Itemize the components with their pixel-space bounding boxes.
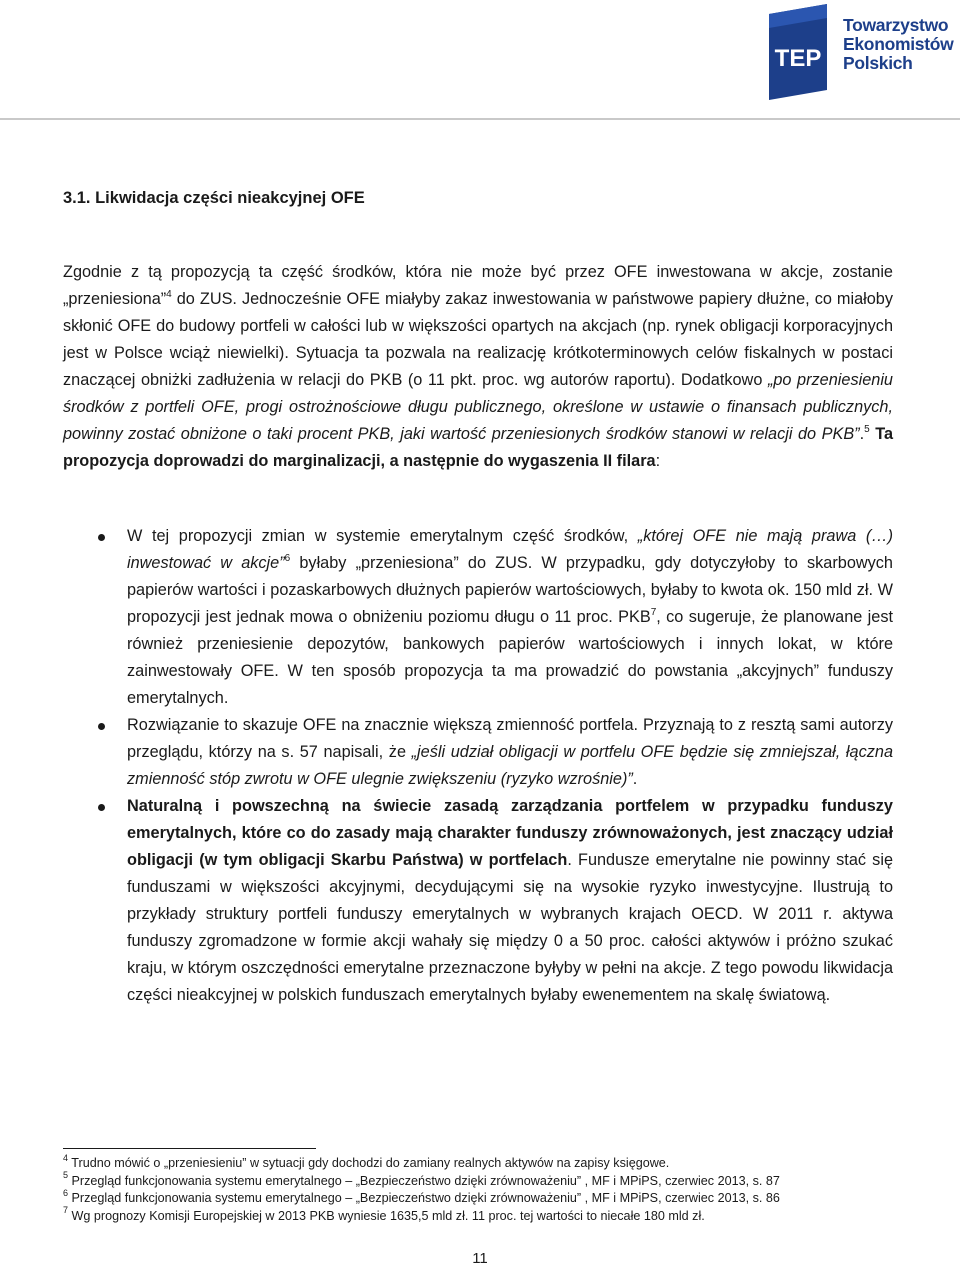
- bullet-icon: [98, 534, 105, 541]
- list-item-text: byłaby „przeniesiona” do ZUS. W przypadku, gdy dotyczyłoby to skarbowych papierów wartości i pozaskarbowych dłużnych papierów wartościowych, byłaby to kwota ok. 150 mld zł. W propozycji jest jednak mowa o obniżeniu poziomu długu o 11 proc. PKB: [127, 554, 893, 626]
- logo-abbr: TEP: [774, 45, 822, 72]
- quote-text: „której OFE nie mają prawa (…) inwestować w akcje”: [127, 527, 893, 572]
- footnote-text: Przegląd funkcjonowania systemu emerytalnego – „Bezpieczeństwo dzięki zrównoważeniu” , MF i MPiPS, czerwiec 2013, s. 87: [68, 1173, 780, 1188]
- header-divider: [0, 118, 960, 120]
- list-item: [63, 793, 893, 1009]
- footnote-text: Przegląd funkcjonowania systemu emerytalnego – „Bezpieczeństwo dzięki zrównoważeniu” , MF i MPiPS, czerwiec 2013, s. 86: [68, 1191, 780, 1205]
- bullet-icon: [98, 804, 105, 811]
- footnote-ref[interactable]: 7: [650, 606, 657, 618]
- paragraph-text: :: [655, 452, 661, 470]
- footnote: [63, 1187, 903, 1208]
- emphasis-text: Ta propozycja doprowadzi do marginalizacji, a następnie do wygaszenia II filara: [63, 425, 893, 470]
- bullet-list: [63, 523, 893, 1009]
- footnote-ref[interactable]: 4: [166, 288, 172, 300]
- footnotes: [63, 1152, 903, 1225]
- list-item-text: Rozwiązanie to skazuje OFE na znacznie większą zmienność portfela. Przyznają to z resztą sami autorzy przeglądu, którzy na s. 57 napisali, że: [127, 716, 893, 761]
- intro-paragraph: [63, 259, 893, 475]
- footnote-ref[interactable]: 5: [864, 423, 870, 435]
- logo-line-3: Polskich: [843, 53, 913, 73]
- section-title: 3.1. Likwidacja części nieakcyjnej OFE: [63, 189, 365, 207]
- footnote-number: 7: [63, 1205, 69, 1216]
- logo-wordmark: [843, 16, 955, 73]
- quote-text: „jeśli udział obligacji w portfelu OFE będzie się zmniejszał, łączna zmienność stóp zwrotu w OFE ulegnie zwiększeniu (ryzyko wzrośnie)”: [127, 743, 893, 788]
- logo-line-2: Ekonomistów: [843, 34, 954, 54]
- footnote: [63, 1205, 903, 1226]
- footnote-text: Trudno mówić o „przeniesieniu” w sytuacji gdy dochodzi do zamiany realnych aktywów na zapisy księgowe.: [68, 1156, 670, 1170]
- footnote-number: 5: [63, 1170, 69, 1181]
- bullet-icon: [98, 723, 105, 730]
- tep-logo-mark-icon: [763, 4, 833, 100]
- list-item: [63, 712, 893, 793]
- footnote-number: 4: [63, 1152, 69, 1163]
- list-item: [63, 523, 893, 712]
- footnote-ref[interactable]: 6: [284, 552, 291, 564]
- emphasis-text: Naturalną i powszechną na świecie zasadą zarządzania portfelem w przypadku funduszy emerytalnych, które co do zasady mają charakter funduszy zrównoważonych, jest znaczący udział obligacji (w tym obligacji Skarbu Państwa) w portfelach: [127, 797, 893, 869]
- page-header: [0, 0, 960, 120]
- paragraph-text: Zgodnie z tą propozycją ta część środków, która nie może być przez OFE inwestowana w akcje, zostanie „przeniesiona”: [63, 263, 893, 308]
- list-item-text: .: [632, 770, 638, 788]
- paragraph-text: .: [859, 425, 865, 443]
- footnote-number: 6: [63, 1187, 69, 1198]
- logo-line-1: Towarzystwo: [843, 15, 949, 35]
- footnote: [63, 1152, 903, 1173]
- list-item-text: W tej propozycji zmian w systemie emerytalnym część środków,: [127, 527, 638, 545]
- quote-text: „po przeniesieniu środków z portfeli OFE, progi ostrożnościowe długu publicznego, określone w ustawie o finansach publicznych, powinny zostać obniżone o taki procent PKB, jaki wartość przeniesionych środków stanowi w relacji do PKB”: [63, 371, 893, 443]
- page-number: 11: [472, 1250, 488, 1267]
- list-item-text: , co sugeruje, że planowane jest również przeniesienie depozytów, bankowych papierów wartościowych i innych lokat, w które zainwestowały OFE. W ten sposób propozycja ta ma prowadzić do powstania „akcyjnych” funduszy emerytalnych.: [127, 608, 893, 707]
- footnote-text: Wg prognozy Komisji Europejskiej w 2013 PKB wyniesie 1635,5 mld zł. 11 proc. tej wartości to niecałe 180 mld zł.: [68, 1208, 705, 1223]
- paragraph-text: do ZUS. Jednocześnie OFE miałyby zakaz inwestowania w państwowe papiery dłużne, co miałoby skłonić OFE do budowy portfeli w całości lub w większości opartych na akcjach (np. rynek obligacji korporacyjnych jest w Polsce wciąż niewielki). Sytuacja ta pozwala na realizację krótkoterminowych celów fiskalnych w postaci znaczącej obniżki zadłużenia w relacji do PKB (o 11 pkt. proc. wg autorów raportu). Dodatkowo: [63, 290, 893, 389]
- footnote: [63, 1170, 903, 1191]
- footnote-divider: [63, 1148, 316, 1149]
- list-item-text: . Fundusze emerytalne nie powinny stać się funduszami w większości akcyjnymi, decydującymi się na wysokie ryzyko inwestycyjne. Ilustrują to przykłady struktury portfeli funduszy emerytalnych w wybranych krajach OECD. W 2011 r. aktywa funduszy zgromadzone w formie akcji wahały się między 0 a 50 proc. całości aktywów i próżno szukać kraju, w którym oszczędności emerytalne przeznaczone byłyby w pełni na akcje. Z tego powodu likwidacja części nieakcyjnej w polskich funduszach emerytalnych byłaby ewenementem na skalę światową.: [127, 851, 893, 1004]
- tep-logo: [763, 4, 953, 100]
